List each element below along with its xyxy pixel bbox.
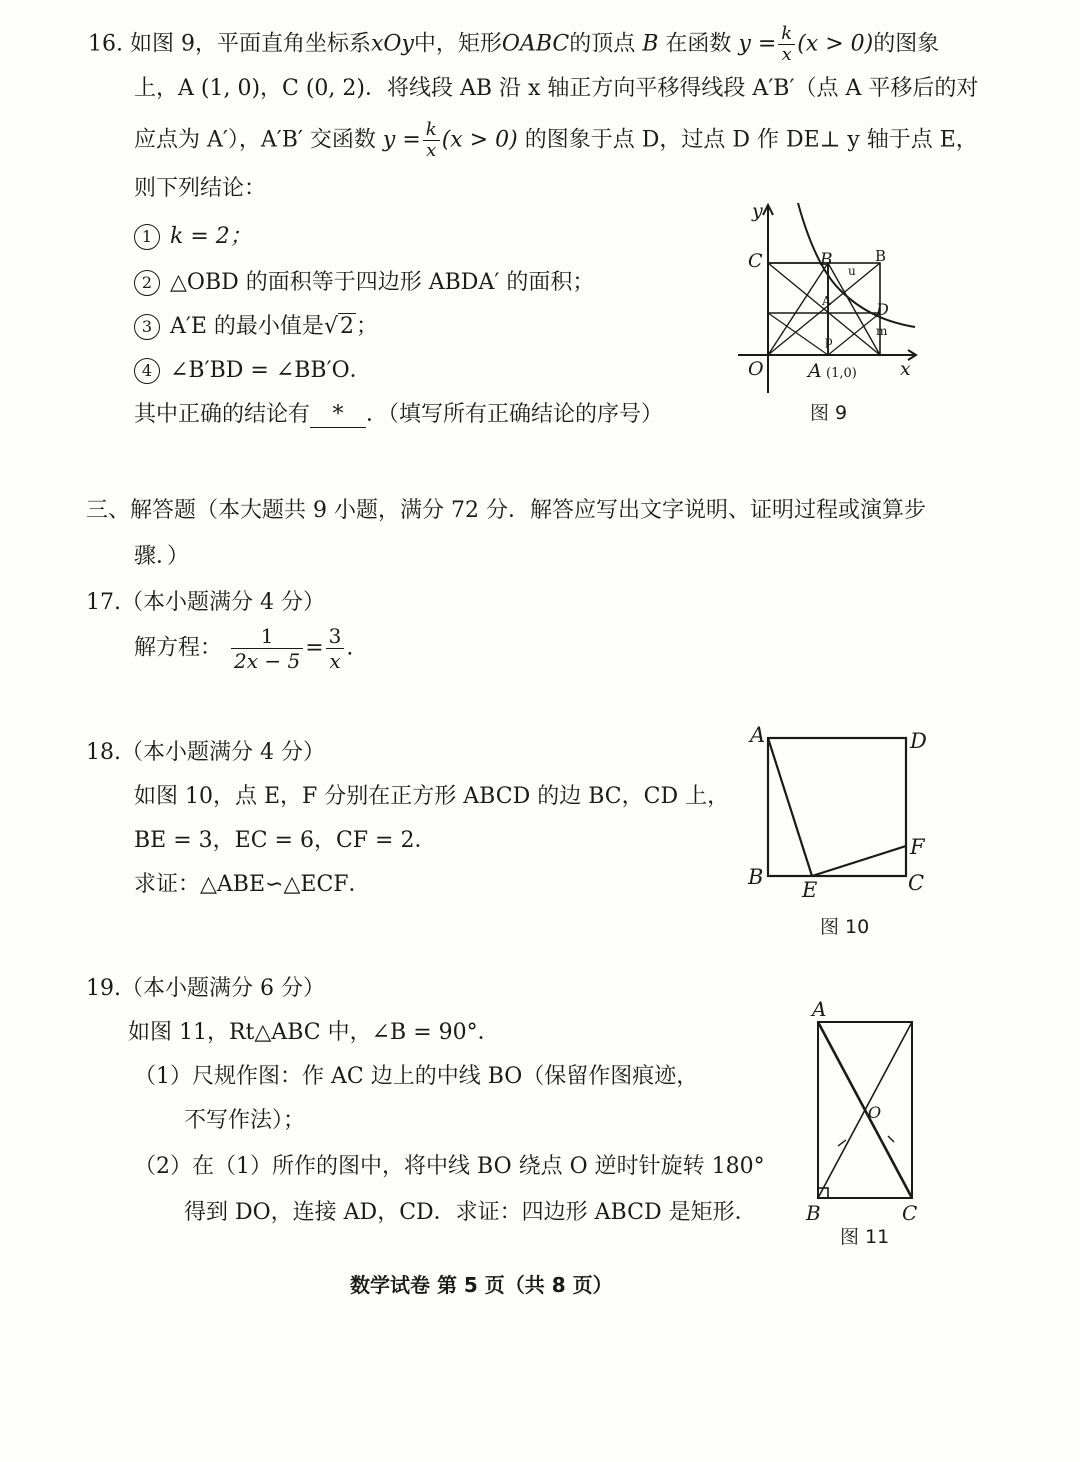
fig9-label-x: x	[900, 358, 911, 380]
q16-text: OABC	[501, 31, 570, 57]
conclusion-text: ；	[355, 314, 378, 339]
hyperbola-curve	[798, 203, 915, 327]
function-lhs: y =	[382, 127, 421, 153]
conclusion-1	[134, 222, 252, 252]
segment-line	[768, 313, 828, 355]
q19-part2: （2）在（1）所作的图中，将中线 BO 绕点 O 逆时针旋转 180°	[134, 1154, 765, 1179]
sqrt-value: 2	[339, 314, 354, 339]
q17-title: 17.（本小题满分 4 分）	[86, 590, 325, 615]
circled-number-icon: 2	[134, 270, 160, 296]
fig10-label-E: E	[802, 878, 818, 902]
q16-text: 在函数	[665, 31, 732, 57]
q19-part2-cont: 得到 DO，连接 AD，CD．求证：四边形 ABCD 是矩形．	[184, 1200, 757, 1225]
q17-end: .	[346, 635, 354, 661]
fig9-label-D: D	[876, 300, 889, 319]
q16-line2: 上，A (1, 0)，C (0, 2)．将线段 AB 沿 x 轴正方向平移得线段 A′B′（点 A 平移后的对	[134, 76, 979, 101]
fig9-label-A: A	[808, 360, 822, 382]
conclusion-text: △OBD 的面积等于四边形 ABDA′ 的面积；	[170, 270, 595, 295]
fraction-denominator: x	[426, 140, 437, 161]
figure-11-caption: 图 11	[840, 1226, 890, 1248]
fraction-numerator: k	[423, 120, 440, 141]
conclusion-text: k = 2；	[170, 224, 252, 249]
q16-line1	[88, 24, 939, 65]
q19-title: 19.（本小题满分 6 分）	[86, 976, 325, 1001]
figure-11	[800, 996, 930, 1226]
circled-number-icon: 1	[134, 224, 160, 250]
function-condition: (x > 0)	[797, 31, 874, 57]
conclusion-text: A′E 的最小值是	[170, 314, 324, 339]
q16-answer-line	[134, 400, 663, 430]
q17-prefix: 解方程：	[134, 635, 223, 661]
q18-title: 18.（本小题满分 4 分）	[86, 740, 325, 765]
fig10-label-D: D	[910, 729, 927, 753]
fig9-label-u: u	[848, 264, 856, 278]
q16-text: 的图象于点 D，过点 D 作 DE⊥ y 轴于点 E，	[524, 127, 978, 153]
function-lhs: y =	[738, 31, 777, 57]
fig11-label-B: B	[806, 1201, 821, 1225]
square-ABCD	[768, 738, 906, 876]
function-fraction	[778, 24, 795, 65]
segment-line	[768, 263, 828, 355]
fig11-label-O: O	[868, 1103, 882, 1122]
q19-part1-cont: 不写作法）；	[184, 1108, 306, 1133]
q16-text: 如图 9，平面直角坐标系	[130, 31, 371, 57]
conclusion-3: 3 A′E 的最小值是√2；	[134, 312, 378, 342]
fig9-label-B: B	[820, 250, 833, 270]
segment-AE	[768, 738, 812, 876]
q16-number: 16.	[88, 31, 123, 57]
fig9-label-a: A	[822, 294, 831, 308]
q16-line4: 则下列结论：	[134, 176, 267, 201]
q16-text: B	[642, 31, 659, 57]
q19-line1: 如图 11，Rt△ABC 中，∠B = 90°．	[128, 1020, 500, 1045]
figure-9	[730, 195, 930, 400]
figure-10-caption: 图 10	[820, 916, 870, 938]
function-condition: (x > 0)	[441, 127, 518, 153]
fig9-label-C: C	[748, 250, 763, 272]
fig9-label-O: O	[748, 358, 764, 380]
q18-line3: 求证：△ABE∽△ECF．	[134, 872, 371, 897]
fraction-denominator: 2x − 5	[234, 649, 301, 673]
fig10-label-A: A	[750, 723, 766, 747]
fraction-denominator: x	[781, 44, 792, 65]
function-fraction	[423, 120, 440, 161]
figure-9-caption: 图 9	[810, 402, 848, 424]
q16-text: 应点为 A′），A′B′ 交函数	[134, 127, 376, 153]
fraction-numerator: k	[778, 24, 795, 45]
circled-number-icon: 3	[134, 314, 160, 340]
q17-right-fraction	[326, 624, 345, 673]
segment-EF	[812, 846, 906, 876]
conclusion-text: ∠B′BD = ∠BB′O．	[170, 358, 372, 383]
q16-text: 的图象	[873, 31, 940, 57]
q17-equation	[134, 624, 353, 673]
fig9-label-m: m	[876, 324, 888, 338]
q16-text: xOy	[371, 31, 414, 57]
fig11-label-A: A	[812, 997, 827, 1021]
figure-10	[740, 722, 940, 907]
circled-number-icon: 4	[134, 358, 160, 384]
fraction-denominator: x	[329, 649, 341, 673]
q19-part1: （1）尺规作图：作 AC 边上的中线 BO（保留作图痕迹，	[134, 1064, 699, 1089]
conclusion-2	[134, 268, 594, 298]
q16-text: 中，矩形	[413, 31, 502, 57]
answer-blank: *	[310, 403, 366, 428]
q16-text: 的顶点	[569, 31, 636, 57]
tick-mark-icon	[838, 1140, 846, 1146]
q16-line3	[134, 120, 978, 161]
fraction-numerator: 3	[326, 624, 345, 649]
answer-hint: ．（填写所有正确结论的序号）	[366, 402, 664, 427]
tick-mark-icon	[888, 1136, 894, 1142]
fig9-label-A-coord: (1,0)	[826, 366, 857, 381]
fraction-numerator: 1	[231, 624, 303, 649]
equals-sign: =	[305, 635, 324, 661]
q17-left-fraction	[231, 624, 303, 673]
fig10-label-C: C	[908, 871, 925, 895]
q18-line2: BE = 3，EC = 6，CF = 2．	[134, 828, 437, 853]
conclusion-4	[134, 356, 372, 386]
fig9-label-y: y	[752, 200, 763, 222]
fig10-label-F: F	[910, 835, 925, 859]
answer-prompt: 其中正确的结论有	[134, 402, 311, 427]
section-3-heading-cont: 骤．）	[134, 544, 190, 569]
fig9-label-B-handwritten: B	[875, 247, 887, 265]
page-footer: 数学试卷 第 5 页（共 8 页）	[350, 1273, 613, 1297]
fig10-label-B: B	[748, 865, 764, 889]
section-3-heading: 三、解答题（本大题共 9 小题，满分 72 分．解答应写出文字说明、证明过程或演算步	[86, 498, 926, 523]
fig9-label-p: p	[825, 334, 833, 348]
fig11-label-C: C	[902, 1201, 918, 1225]
q18-line1: 如图 10，点 E，F 分别在正方形 ABCD 的边 BC，CD 上，	[134, 784, 730, 809]
